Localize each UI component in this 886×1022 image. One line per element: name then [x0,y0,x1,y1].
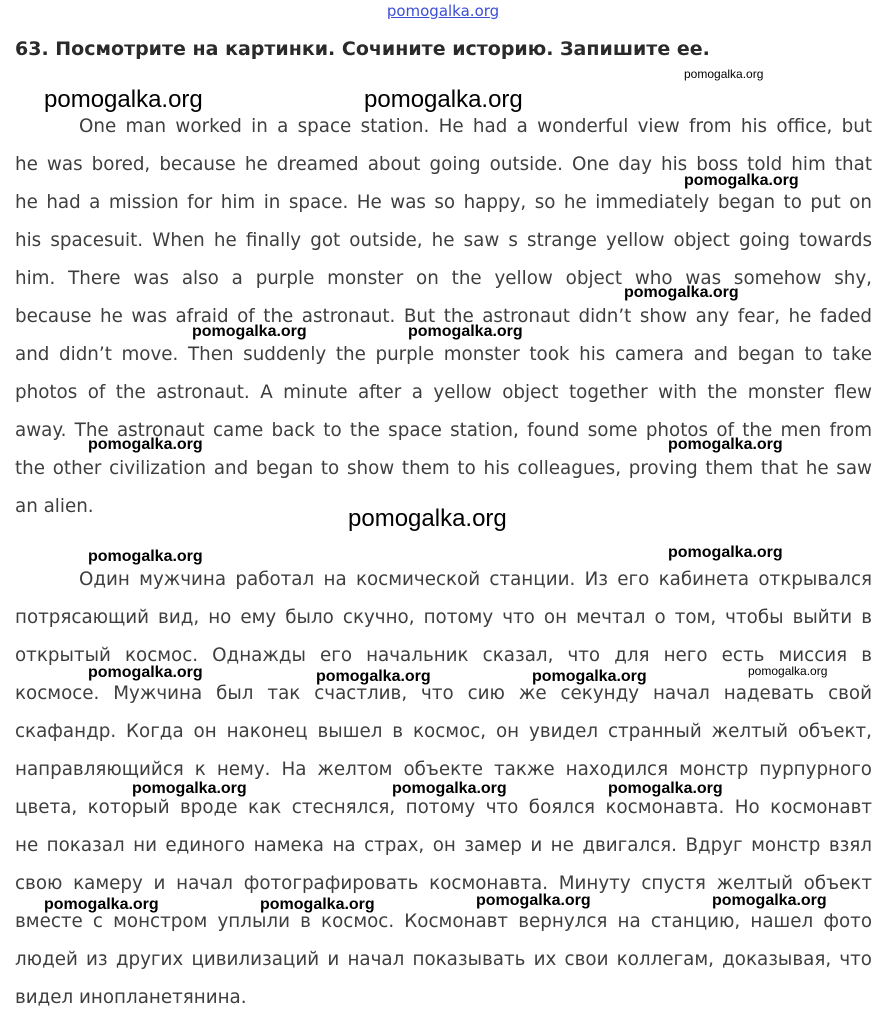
watermark: pomogalka.org [88,664,203,681]
watermark: pomogalka.org [668,436,783,453]
text-line: the other civilization and began to show them to his colleagues, proving them that he saw [15,458,872,479]
text-line: One man worked in a space station. He had a wonderful view from his office, but [79,116,872,137]
text-line: him. There was also a purple monster on the yellow object who was somehow shy, [15,268,872,289]
text-line: свою камеру и начал фотографировать космонавта. Минуту спустя желтый объект [15,873,872,894]
text-line: his spacesuit. When he finally got outside, he saw s strange yellow object going towards [15,230,872,251]
text-line: не показал ни единого намека на страх, он замер и не двигался. Вдруг монстр взял [15,835,872,856]
text-line: людей из других цивилизаций и начал показывать их свои коллегам, доказывая, что [15,949,872,970]
text-line: photos of the astronaut. A minute after a yellow object together with the monster flew [15,382,872,403]
text-line: an alien. [15,496,94,517]
watermark: pomogalka.org [132,780,247,797]
watermark: pomogalka.org [316,668,431,685]
watermark: pomogalka.org [88,548,203,565]
watermark: pomogalka.org [476,892,591,909]
text-line: and didn’t move. Then suddenly the purple monster took his camera and began to take [15,344,872,365]
watermark: pomogalka.org [624,284,739,301]
watermark: pomogalka.org [88,436,203,453]
watermark: pomogalka.org [532,668,647,685]
text-line: видел инопланетянина. [15,987,247,1008]
watermark: pomogalka.org [392,780,507,797]
text-line: потрясающий вид, но ему было скучно, потому что он мечтал о том, чтобы выйти в [15,607,872,628]
text-line: away. The astronaut came back to the space station, found some photos of the men from [15,420,872,441]
text-line: цвета, который вроде как стеснялся, потому что боялся космонавта. Но космонавт [15,797,872,818]
text-line: he had a mission for him in space. He was so happy, so he immediately began to put on [15,192,872,213]
watermark: pomogalka.org [668,544,783,561]
text-line: because he was afraid of the astronaut. But the astronaut didn’t show any fear, he faded [15,306,872,327]
watermark: pomogalka.org [684,67,764,81]
text-line: he was bored, because he dreamed about going outside. One day his boss told him that [15,154,872,175]
watermark: pomogalka.org [192,323,307,340]
watermark: pomogalka.org [408,323,523,340]
watermark: pomogalka.org [260,896,375,913]
watermark: pomogalka.org [44,86,203,113]
text-line: направляющийся к нему. На желтом объекте также находился монстр пурпурного [15,759,872,780]
watermark: pomogalka.org [364,86,523,113]
watermark: pomogalka.org [684,172,799,189]
text-line: открытый космос. Однажды его начальник сказал, что для него есть миссия в [15,645,872,666]
english-story [15,108,872,526]
watermark: pomogalka.org [748,664,828,678]
text-line: вместе с монстром уплыли в космос. Космонавт вернулся на станцию, нашел фото [15,911,872,932]
task-title: 63. Посмотрите на картинки. Сочините историю. Запишите ее. [15,38,710,60]
text-line: космосе. Мужчина был так счастлив, что сию же секунду начал надевать свой [15,683,872,704]
watermark: pomogalka.org [712,892,827,909]
watermark: pomogalka.org [608,780,723,797]
text-line: Один мужчина работал на космической станции. Из его кабинета открывался [79,569,872,590]
watermark: pomogalka.org [348,505,507,532]
text-line: скафандр. Когда он наконец вышел в космос, он увидел странный желтый объект, [15,721,872,742]
watermark: pomogalka.org [44,896,159,913]
site-link-header[interactable]: pomogalka.org [386,2,500,20]
